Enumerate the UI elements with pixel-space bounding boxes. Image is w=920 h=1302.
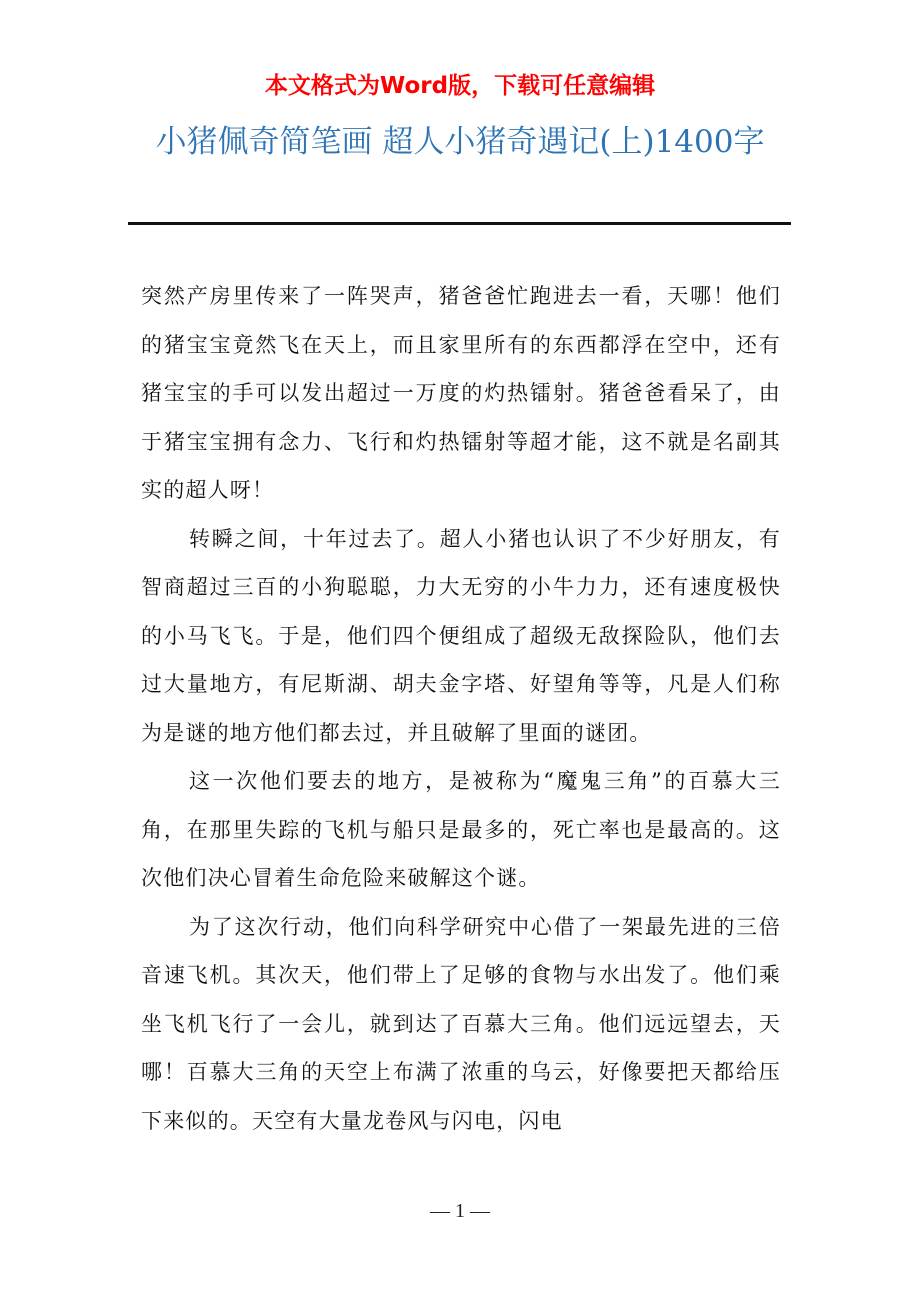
page-number: — 1 — — [430, 1200, 490, 1222]
paragraph-4: 为了这次行动，他们向科学研究中心借了一架最先进的三倍音速飞机。其次天，他们带上了足够的食物与水出发了。他们乘坐飞机飞行了一会儿，就到达了百慕大三角。他们远远望去，天哪！百慕大三角的天空上布满了浓重的乌云，好像要把天都给压下来似的。天空有大量龙卷风与闪电，闪电 — [141, 914, 781, 1133]
document-body — [141, 272, 781, 1145]
format-notice-banner: 本文格式为Word版，下载可任意编辑 — [264, 73, 656, 99]
document-title: 小猪佩奇简笔画 超人小猪奇遇记(上)1400字 — [155, 124, 765, 160]
title-divider — [128, 222, 791, 225]
paragraph-3: 这一次他们要去的地方，是被称为“魔鬼三角”的百慕大三角，在那里失踪的飞机与船只是最多的，死亡率也是最高的。这次他们决心冒着生命危险来破解这个谜。 — [141, 769, 781, 890]
paragraph-1: 突然产房里传来了一阵哭声，猪爸爸忙跑进去一看，天哪！他们的猪宝宝竟然飞在天上，而且家里所有的东西都浮在空中，还有猪宝宝的手可以发出超过一万度的灼热镭射。猪爸爸看呆了，由于猪宝宝拥有念力、飞行和灼热镭射等超才能，这不就是名副其实的超人呀！ — [141, 284, 781, 502]
paragraph-2: 转瞬之间，十年过去了。超人小猪也认识了不少好朋友，有智商超过三百的小狗聪聪，力大无穷的小牛力力，还有速度极快的小马飞飞。于是，他们四个便组成了超级无敌探险队，他们去过大量地方，有尼斯湖、胡夫金字塔、好望角等等，凡是人们称为是谜的地方他们都去过，并且破解了里面的谜团。 — [141, 526, 781, 745]
